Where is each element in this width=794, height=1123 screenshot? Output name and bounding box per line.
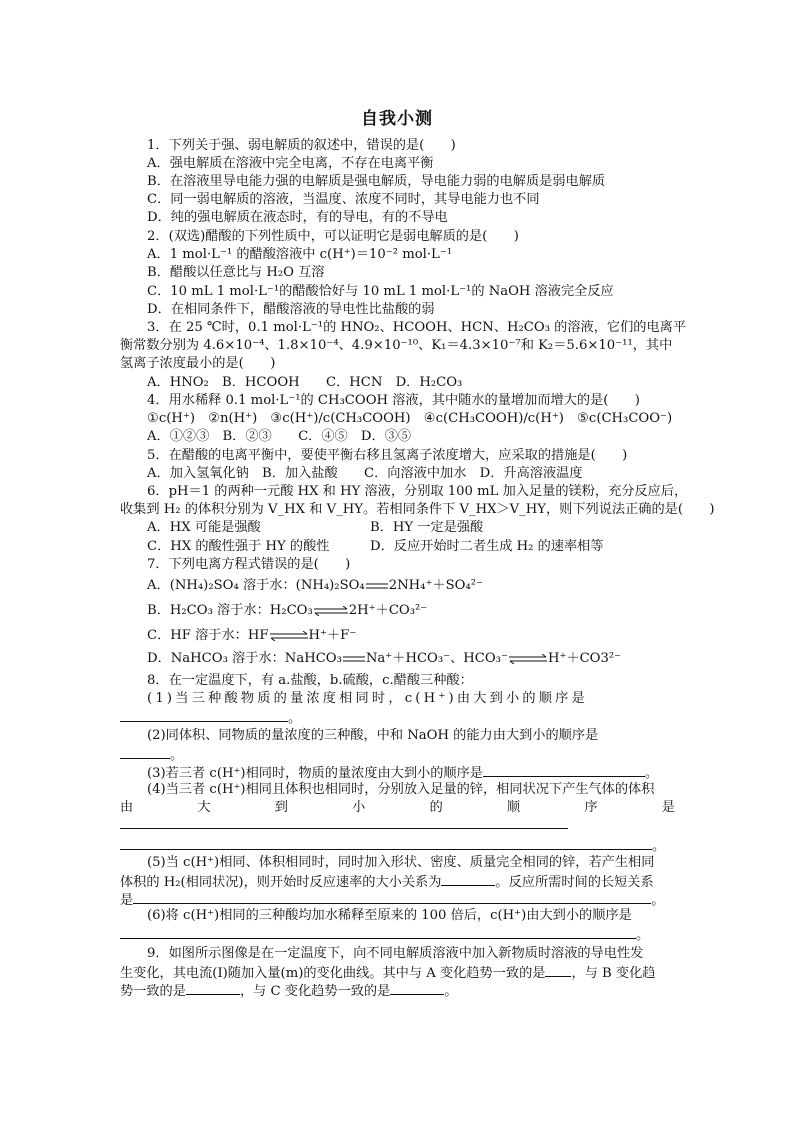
q8-part-4-line-2 [120,800,675,816]
q1-stem: 1．下列关于强、弱电解质的叙述中，错误的是( ) [147,138,456,153]
q7-a-left: A．(NH₄)₂SO₄ 溶于水：(NH₄)₂SO₄ [147,578,365,593]
q6-line-1: 6．pH＝1 的两种一元酸 HX 和 HY 溶液，分别取 100 mL 加入足量的镁粉，充分反应后， [147,484,688,499]
q1-option-a: A．强电解质在溶液中完全电离，不存在电离平衡 [147,156,434,171]
period: 。 [651,893,665,908]
page-title: 自我小测 [361,109,433,129]
q9-text-b: ，与 B 变化趋 [571,966,656,981]
q8-part-5-text-3: 是 [120,893,134,908]
q7-option-a [147,578,483,594]
q1-option-c: C．同一弱电解质的溶液，当温度、浓度不同时，其导电能力也不同 [147,192,540,207]
q2-stem: 2．(双选)醋酸的下列性质中，可以证明它是弱电解质的是( ) [147,229,519,244]
q2-option-a: A．1 mol·L⁻¹ 的醋酸溶液中 c(H⁺)＝10⁻² mol·L⁻¹ [147,247,453,262]
q7-d-right: H⁺＋CO3²⁻ [547,651,622,666]
q7-option-b [147,603,427,619]
q7-d-left: D．NaHCO₃ 溶于水：NaHCO₃ [147,651,342,666]
q4-stem: 4．用水稀释 0.1 mol·L⁻¹的 CH₃COOH 溶液，其中随水的量增加而增大的是( ) [147,393,640,408]
answer-blank[interactable] [120,926,636,939]
reversible-arrow-icon [269,631,309,641]
answer-blank[interactable] [545,964,571,977]
q6-option-d: D．反应开始时二者生成 H₂ 的速率相等 [370,539,604,554]
period: 。 [288,711,302,726]
q8-part-6: (6)将 c(H⁺)相同的三种酸均加水稀释至原来的 100 倍后，c(H⁺)由大到小的顺序是 [147,908,632,923]
q3-line-3: 氢离子浓度最小的是( ) [120,356,276,371]
q4-items: ①c(H⁺) ②n(H⁺) ③c(H⁺)/c(CH₃COOH) ④c(CH₃COOH)/c(H⁺) ⑤c(CH₃COO⁻) [147,411,673,426]
q8-part-6-answer [120,926,649,944]
q9-line-2 [120,964,655,982]
q7-c-right: H⁺＋F⁻ [308,628,357,643]
q8-part-1: (1)当三种酸物质的量浓度相同时，c(H⁺)由大到小的顺序是 [147,691,588,706]
q8-part-2-answer [120,746,183,764]
q9-text-c: 势一致的是 [120,984,186,999]
q7-stem: 7．下列电离方程式错误的是( ) [147,557,351,572]
reversible-arrow-icon [508,654,548,664]
q8-part-5-line-3 [120,891,664,909]
q7-c-left: C．HF 溶于水：HF [147,628,269,643]
q8-part-5-text-2: 。反应所需时间的长短关系 [495,875,654,890]
q7-d-middle: Na⁺＋HCO₃⁻、HCO₃⁻ [365,651,508,666]
period: 。 [636,928,650,943]
q3-line-1: 3．在 25 ℃时，0.1 mol·L⁻¹的 HNO₂、HCOOH、HCN、H₂CO₃ 的溶液，它们的电离平 [147,320,687,335]
answer-blank[interactable] [120,709,288,722]
q6-option-b: B．HY 一定是强酸 [370,520,484,535]
q5-options: A．加入氢氧化钠 B．加入盐酸 C．向溶液中加水 D．升高溶液温度 [147,466,583,481]
period: 。 [652,839,666,854]
q8-stem: 8．在一定温度下，有 a.盐酸，b.硫酸，c.醋酸三种酸： [147,673,473,688]
q8-part-4-char: 顺 [506,800,521,815]
answer-blank[interactable] [120,837,652,850]
q8-part-4-line-1: (4)当三者 c(H⁺)相同且体积也相同时，分别放入足量的锌，相同状况下产生气体的体积 [147,782,655,797]
q8-part-4-char: 到 [274,800,288,815]
q9-line-1: 9．如图所示图像是在一定温度下，向不同电解质溶液中加入新物质时溶液的导电性发 [147,946,644,961]
q8-part-5-text: 体积的 H₂(相同状况)，则开始时反应速率的大小关系为 [120,875,442,890]
q5-stem: 5．在醋酸的电离平衡中，要使平衡右移且氢离子浓度增大，应采取的措施是( ) [147,448,628,463]
reversible-arrow-icon [313,606,349,616]
q8-part-3-text: (3)若三者 c(H⁺)相同时，物质的量浓度由大到小的顺序是 [147,766,483,781]
q2-option-c: C．10 mL 1 mol·L⁻¹的醋酸恰好与 10 mL 1 mol·L⁻¹的 NaOH 溶液完全反应 [147,284,614,299]
q8-part-4-char: 的 [429,800,443,815]
equals-sign-icon [342,654,366,664]
q9-text-e: 。 [444,984,458,999]
q2-option-b: B．醋酸以任意比与 H₂O 互溶 [147,265,325,280]
q6-option-a: A．HX 可能是强酸 [147,520,261,535]
answer-blank[interactable] [133,891,651,904]
q1-option-d: D．纯的强电解质在液态时，有的导电，有的不导电 [147,210,448,225]
q7-b-right: 2H⁺＋CO₃²⁻ [348,603,428,618]
q2-option-d: D．在相同条件下，醋酸溶液的导电性比盐酸的弱 [147,302,435,317]
q8-part-3 [147,764,658,782]
q7-option-d [147,651,621,667]
period: 。 [644,766,659,781]
answer-blank[interactable] [186,982,240,995]
q7-option-c [147,628,356,644]
q8-part-4-char: 是 [661,800,675,815]
equals-sign-icon [365,581,389,591]
q7-b-left: B．H₂CO₃ 溶于水：H₂CO₃ [147,603,313,618]
q3-line-2: 衡常数分别为 4.6×10⁻⁴、1.8×10⁻⁴、4.9×10⁻¹⁰、K₁＝4.3×10⁻⁷和 K₂＝5.6×10⁻¹¹，其中 [120,338,673,353]
answer-blank[interactable] [483,764,645,777]
answer-blank[interactable] [390,982,444,995]
q6-option-c: C．HX 的酸性强于 HY 的酸性 [147,539,330,554]
q4-options: A．①②③ B．②③ C．④⑤ D．③⑤ [147,429,412,444]
q8-part-4-char: 序 [584,800,598,815]
q8-part-4-char: 大 [197,800,211,815]
q9-text-a: 生变化，其电流(I)随加入量(m)的变化曲线。其中与 A 变化趋势一致的是 [120,966,546,981]
q8-part-1-answer [120,709,301,727]
period: 。 [170,748,184,763]
q8-part-4-answer [120,837,665,855]
answer-blank-line[interactable] [120,828,568,829]
q8-part-5-line-2 [120,873,654,891]
q8-part-4-char: 小 [352,800,366,815]
q3-options: A．HNO₂ B．HCOOH C．HCN D．H₂CO₃ [147,375,463,390]
q1-option-b: B．在溶液里导电能力强的电解质是强电解质，导电能力弱的电解质是弱电解质 [147,174,606,189]
q9-text-d: ，与 C 变化趋势一致的是 [239,984,391,999]
q8-part-2: (2)同体积、同物质的量浓度的三种酸，中和 NaOH 的能力由大到小的顺序是 [147,728,599,743]
answer-blank[interactable] [120,746,170,759]
answer-blank[interactable] [441,873,495,886]
q6-line-2: 收集到 H₂ 的体积分别为 V_HX 和 V_HY。若相同条件下 V_HX＞V_HY，则下列说法正确的是( ) [120,502,715,517]
q8-part-4-char: 由 [120,800,134,815]
q7-a-right: 2NH₄⁺＋SO₄²⁻ [388,578,483,593]
q9-line-3 [120,982,457,1000]
q8-part-5-line-1: (5)当 c(H⁺)相同、体积相同时，同时加入形状、密度、质量完全相同的锌，若产生相同 [147,855,655,870]
